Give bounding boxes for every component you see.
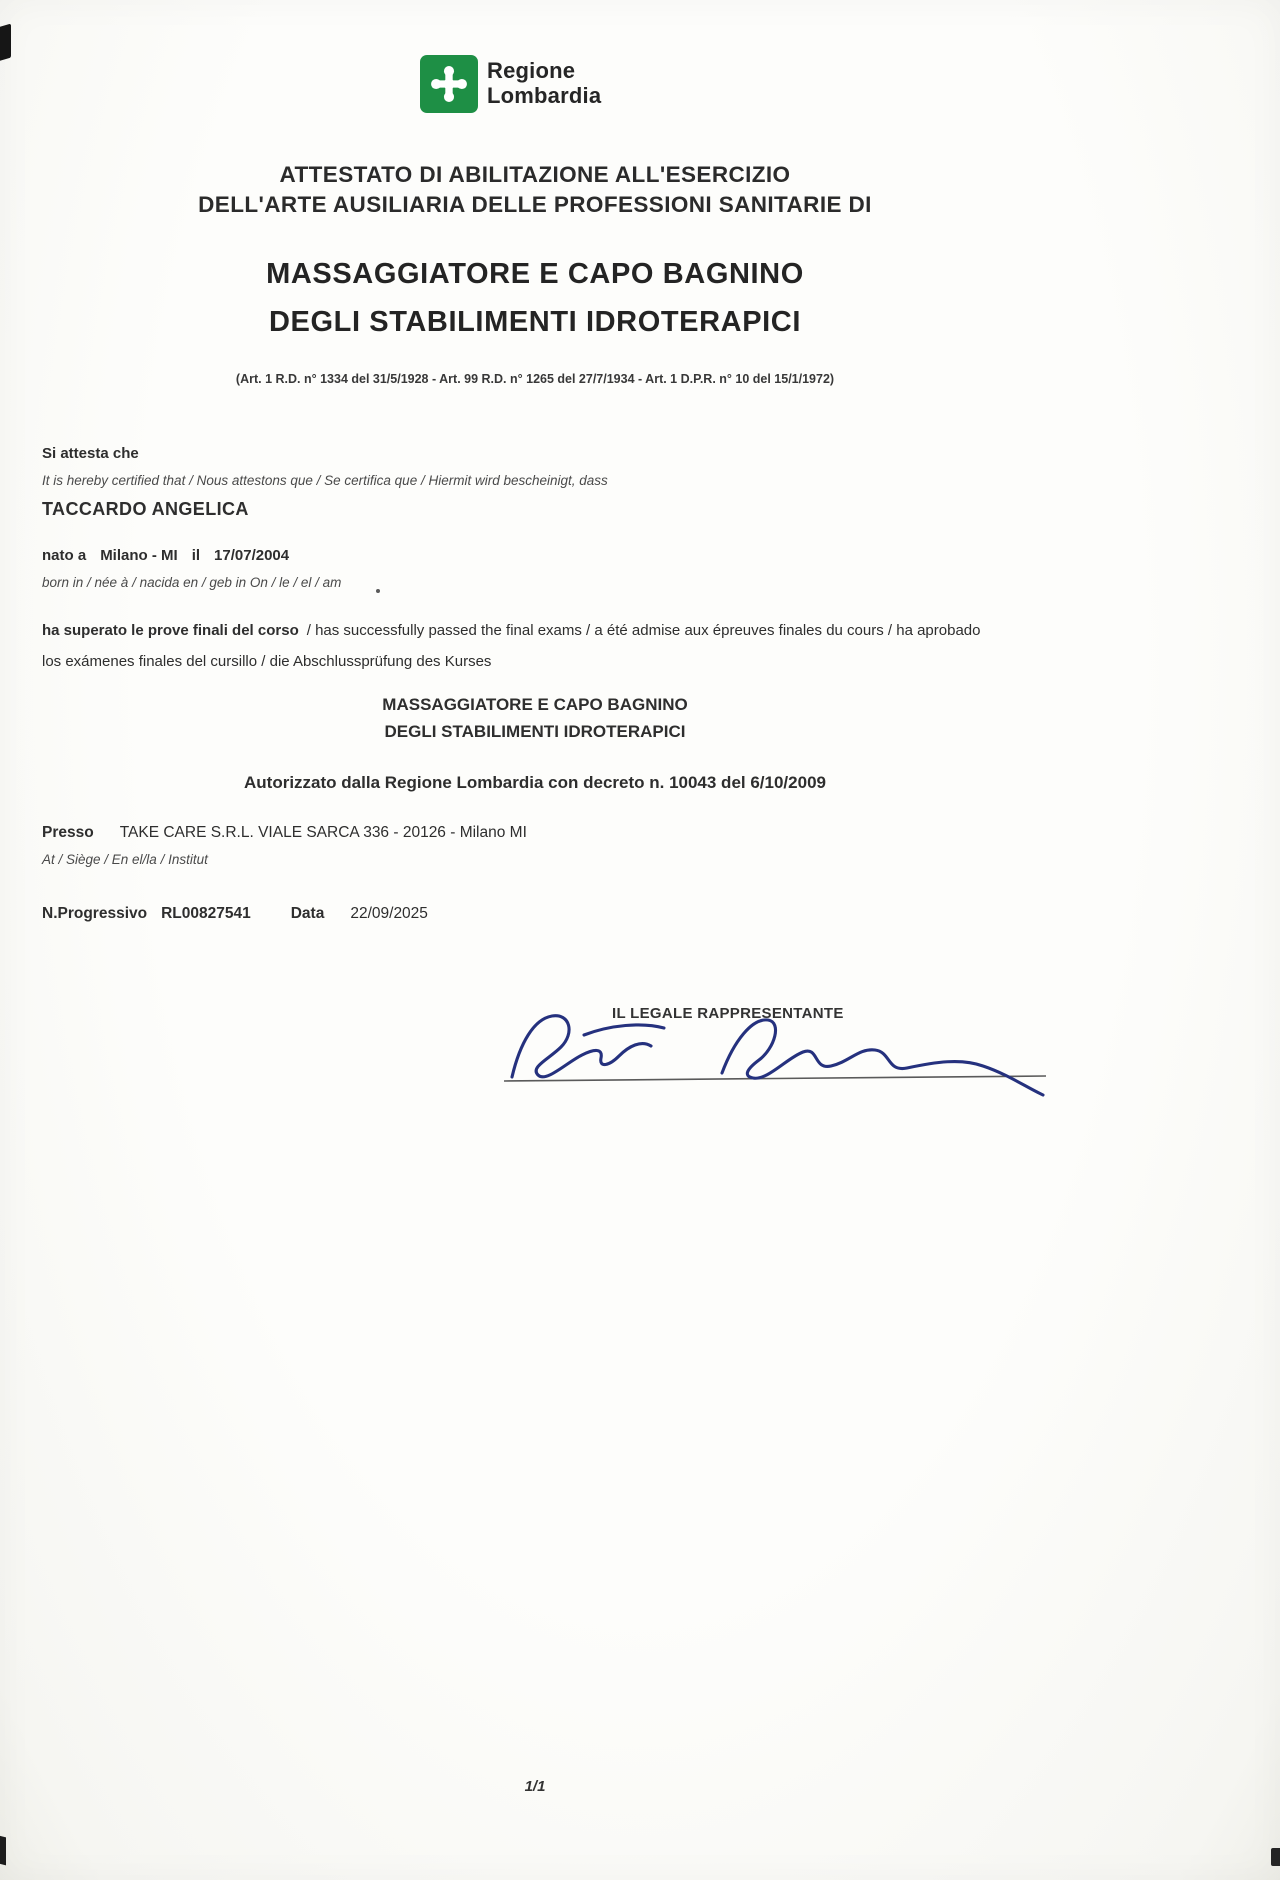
exam-statement-line2: los exámenes finales del cursillo / die Abschlussprüfung des Kurses [42,653,492,670]
logo-text-line1: Regione [487,58,576,84]
legal-reference: (Art. 1 R.D. n° 1334 del 31/5/1928 - Art. 99 R.D. n° 1265 del 27/7/1934 - Art. 1 D.P.R. n° 10 del 15/1/1972) [235,372,835,386]
logo-text-line2: Lombardia [487,83,602,108]
venue-multilang: At / Siège / En el/la / Institut [42,852,208,867]
birth-line [42,547,303,564]
certificate-header [40,160,1030,219]
exam-statement-line1 [42,622,1242,639]
scan-artifact-bottom-right [1271,1848,1280,1866]
exam-statement-bold: ha superato le prove finali del corso [42,622,299,639]
scan-artifact-top-left [0,24,11,63]
signature-block [490,995,1060,1120]
registry-line [42,905,428,923]
rosa-camuna-icon [420,55,478,113]
person-name: TACCARDO ANGELICA [42,499,249,519]
attestation-label: Si attesta che [42,445,139,462]
signatory-role-label: IL LEGALE RAPPRESENTANTE [612,1005,844,1022]
authorization-line: Autorizzato dalla Regione Lombardia con decreto n. 10043 del 6/10/2009 [244,773,826,792]
venue-line [42,824,527,842]
registry-date: 22/09/2025 [350,905,428,922]
logo-text [487,59,601,108]
page-number: 1/1 [524,1778,546,1795]
registry-label: N.Progressivo [42,905,148,922]
scan-artifact-bottom-left [0,1835,6,1866]
header-line1: ATTESTATO DI ABILITAZIONE ALL'ESERCIZIO [279,162,791,187]
birth-date: 17/07/2004 [214,547,290,564]
exam-statement-rest: / has successfully passed the final exams / a été admise aux épreuves finales du cours / ha aprobado [306,622,981,639]
scan-speck [376,589,380,593]
venue-label: Presso [42,824,94,841]
birth-label: nato a [42,547,87,564]
registry-number: RL00827541 [161,905,251,922]
course-name-line1: MASSAGGIATORE E CAPO BAGNINO [382,695,688,714]
profession-title-line1: MASSAGGIATORE E CAPO BAGNINO [266,258,804,290]
profession-title-line2: DEGLI STABILIMENTI IDROTERAPICI [268,306,801,338]
birth-multilang: born in / née à / nacida en / geb in On / le / el / am [42,575,342,590]
course-name-line2: DEGLI STABILIMENTI IDROTERAPICI [384,722,686,741]
attestation-multilang: It is hereby certified that / Nous attestons que / Se certifica que / Hiermit wird bescheinigt, dass [42,473,608,488]
birth-place: Milano - MI [100,547,178,564]
registry-date-label: Data [290,905,325,922]
birth-il-label: il [191,547,201,564]
regione-lombardia-logo [420,55,601,113]
venue-value: TAKE CARE S.R.L. VIALE SARCA 336 - 20126 - Milano MI [119,824,527,841]
header-line2: DELL'ARTE AUSILIARIA DELLE PROFESSIONI SANITARIE DI [198,191,872,217]
